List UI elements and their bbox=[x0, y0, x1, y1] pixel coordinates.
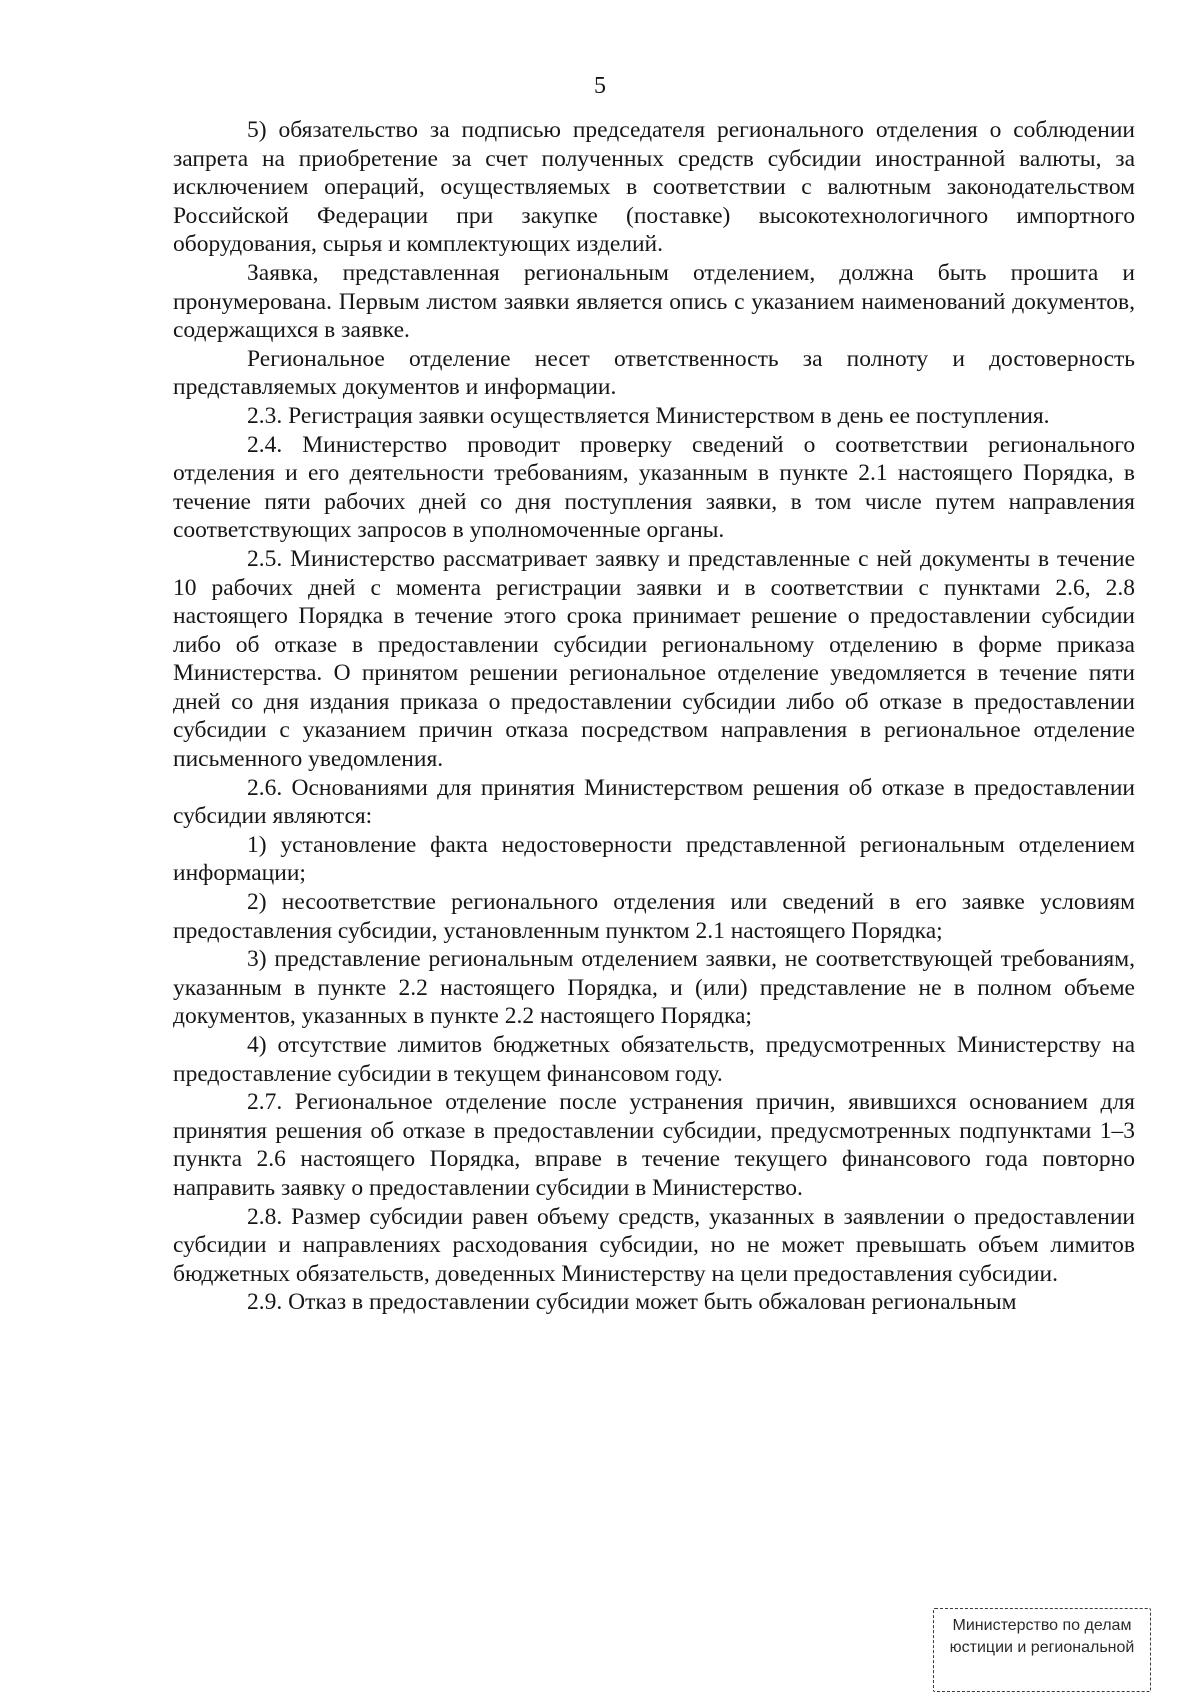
ministry-stamp bbox=[933, 1608, 1151, 1692]
paragraph-2-9: 2.9. Отказ в предоставлении субсидии может быть обжалован региональным bbox=[247, 1289, 1017, 1316]
paragraph-2-6-item-2: 2) несоответствие регионального отделения или сведений в его заявке условиям предоставления субсидии, установленным пунктом 2.1 настоящего Порядка; bbox=[173, 889, 1135, 944]
paragraph-2-3: 2.3. Регистрация заявки осуществляется Министерством в день ее поступления. bbox=[247, 402, 1050, 429]
stamp-line-2: юстиции и региональной bbox=[949, 1639, 1135, 1656]
paragraph-2-4: 2.4. Министерство проводит проверку сведений о соответствии регионального отделения и его деятельности требованиям, указанным в пункте 2.1 настоящего Порядка, в течение пяти рабочих дней со дня поступления заявки, в том числе путем направления соответствующих запросов в уполномоченные органы. bbox=[173, 431, 1135, 544]
paragraph-item-5: 5) обязательство за подписью председателя регионального отделения о соблюдении запрета на приобретение за счет полученных средств субсидии иностранной валюты, за исключением операций, осуществляемых в соответствии с валютным законодательством Российской Федерации при закупке (поставке) высокотехнологичного импортного оборудования, сырья и комплектующих изделий. bbox=[173, 117, 1135, 258]
stamp-line-1: Министерство по делам bbox=[952, 1617, 1132, 1634]
paragraph-2-5: 2.5. Министерство рассматривает заявку и представленные с ней документы в течение 10 рабочих дней с момента регистрации заявки и в соответствии с пунктами 2.6, 2.8 настоящего Порядка в течение этого срока принимает решение о предоставлении субсидии либо об отказе в предоставлении субсидии региональному отделению в форме приказа Министерства. О принятом решении региональное отделение уведомляется в течение пяти дней со дня издания приказа о предоставлении субсидии либо об отказе в предоставлении субсидии с указанием причин отказа посредством направления в региональное отделение письменного уведомления. bbox=[173, 545, 1135, 773]
page-number: 5 bbox=[594, 73, 606, 99]
paragraph-2-7: 2.7. Региональное отделение после устранения причин, явившихся основанием для принятия решения об отказе в предоставлении субсидии, предусмотренных подпунктами 1–3 пункта 2.6 настоящего Порядка, вправе в течение текущего финансового года повторно направить заявку о предоставлении субсидии в Министерство. bbox=[173, 1089, 1135, 1201]
paragraph-application-bound: Заявка, представленная региональным отделением, должна быть прошита и пронумерована. Первым листом заявки является опись с указанием наименований документов, содержащихся в заявке. bbox=[173, 259, 1135, 344]
paragraph-2-8: 2.8. Размер субсидии равен объему средств, указанных в заявлении о предоставлении субсидии и направлениях расходования субсидии, но не может превышать объем лимитов бюджетных обязательств, доведенных Министерству на цели предоставления субсидии. bbox=[173, 1203, 1135, 1287]
paragraph-2-6-item-4: 4) отсутствие лимитов бюджетных обязательств, предусмотренных Министерству на предоставление субсидии в текущем финансовом году. bbox=[173, 1032, 1135, 1087]
paragraph-2-6: 2.6. Основаниями для принятия Министерством решения об отказе в предоставлении субсидии являются: bbox=[173, 774, 1135, 830]
paragraph-responsibility: Региональное отделение несет ответственность за полноту и достоверность представляемых документов и информации. bbox=[173, 345, 1135, 401]
paragraph-2-6-item-3: 3) представление региональным отделением заявки, не соответствующей требованиям, указанным в пункте 2.2 настоящего Порядка, и (или) представление не в полном объеме документов, указанных в пункте 2.2 настоящего Порядка; bbox=[173, 946, 1135, 1030]
document-body bbox=[173, 116, 1135, 1317]
paragraph-2-6-item-1: 1) установление факта недостоверности представленной региональным отделением информации; bbox=[173, 831, 1135, 887]
